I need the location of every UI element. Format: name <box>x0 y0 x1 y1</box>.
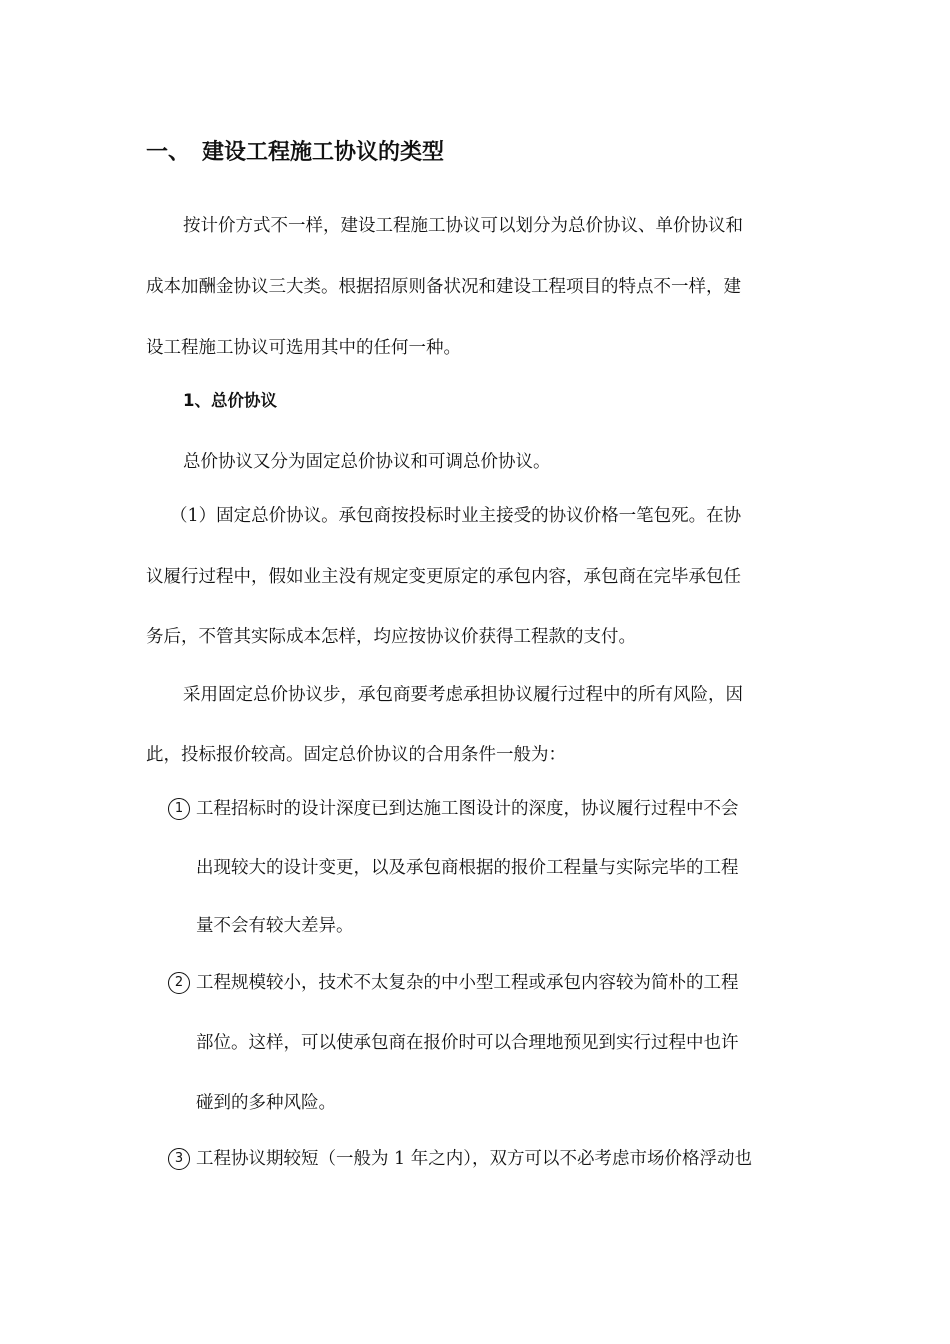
definition-paragraph: 总价协议又分为固定总价协议和可调总价协议。 <box>183 452 551 472</box>
condition-line: 出现较大的设计变更，以及承包商根据的报价工程量与实际完毕的工程 <box>196 858 739 878</box>
condition-line: 工程规模较小，技术不太复杂的中小型工程或承包内容较为简朴的工程 <box>196 973 739 993</box>
risk-line: 采用固定总价协议步，承包商要考虑承担协议履行过程中的所有风险，因 <box>183 685 743 705</box>
fixed-price-line: 务后，不管其实际成本怎样，均应按协议价获得工程款的支付。 <box>146 627 636 647</box>
circled-number-marker: 1 <box>168 798 190 820</box>
fixed-price-line: （1）固定总价协议。承包商按投标时业主接受的协议价格一笔包死。在协 <box>170 506 742 526</box>
risk-line: 此，投标报价较高。固定总价协议的合用条件一般为： <box>146 745 566 765</box>
heading-number: 一、 <box>146 140 191 165</box>
fixed-price-line: 议履行过程中，假如业主没有规定变更原定的承包内容，承包商在完毕承包任 <box>146 567 741 587</box>
intro-line: 成本加酬金协议三大类。根据招原则备状况和建设工程项目的特点不一样，建 <box>146 277 741 297</box>
subsection-title: 1、总价协议 <box>183 391 277 410</box>
intro-line: 设工程施工协议可选用其中的任何一种。 <box>146 338 461 358</box>
condition-line: 碰到的多种风险。 <box>196 1093 336 1113</box>
condition-line: 工程协议期较短（一般为 1 年之内），双方可以不必考虑市场价格浮动也 <box>196 1149 753 1169</box>
circled-number-marker: 2 <box>168 972 190 994</box>
condition-line: 工程招标时的设计深度已到达施工图设计的深度，协议履行过程中不会 <box>196 799 739 819</box>
heading-title: 建设工程施工协议的类型 <box>202 140 445 165</box>
condition-line: 部位。这样，可以使承包商在报价时可以合理地预见到实行过程中也许 <box>196 1033 739 1053</box>
intro-line: 按计价方式不一样，建设工程施工协议可以划分为总价协议、单价协议和 <box>183 216 743 236</box>
section-heading <box>146 138 444 168</box>
circled-number-marker: 3 <box>168 1148 190 1170</box>
condition-line: 量不会有较大差异。 <box>196 916 354 936</box>
